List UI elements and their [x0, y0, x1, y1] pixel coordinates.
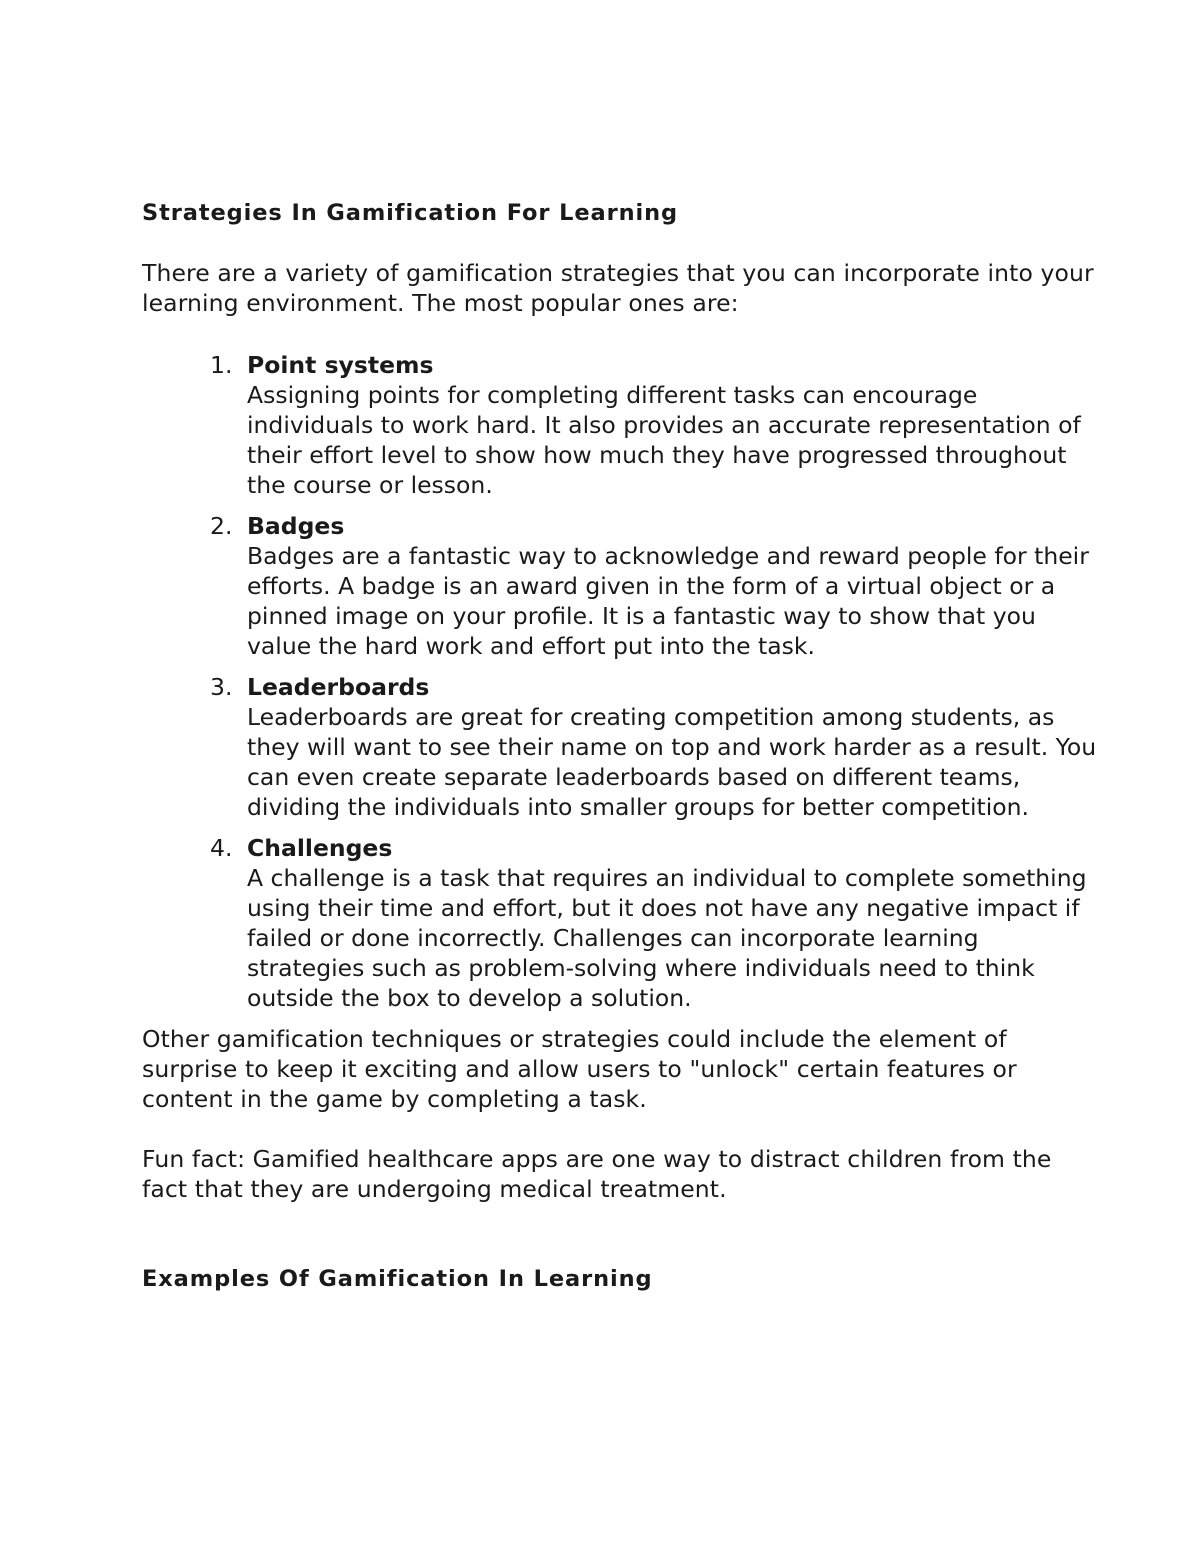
list-number: 2. [210, 512, 233, 540]
list-item-title: Challenges [247, 834, 393, 862]
other-techniques-paragraph: Other gamification techniques or strategies could include the element of surprise to keep it exciting and allow users to "unlock" certain features or content in the game by completing a task. [142, 1025, 1017, 1113]
list-item [142, 350, 1102, 500]
section-heading-examples: Examples Of Gamification In Learning [142, 1266, 653, 1292]
list-item-text: A challenge is a task that requires an individual to complete something using their time and effort, but it does not have any negative impact if failed or done incorrectly. Challenges can incorporate learning strategies such as problem-solving where individuals need to think outside the box to develop a solution. [247, 864, 1087, 1012]
list-number: 3. [210, 673, 233, 701]
list-item [142, 833, 1102, 1013]
document-page [142, 198, 1102, 1294]
list-item-text: Assigning points for completing different tasks can encourage individuals to work hard. It also provides an accurate representation of their effort level to show how much they have progressed throughout the course or lesson. [247, 381, 1081, 499]
list-number: 4. [210, 834, 233, 862]
strategies-list [142, 350, 1102, 1013]
list-item-text: Leaderboards are great for creating competition among students, as they will want to see their name on top and work harder as a result. You can even create separate leaderboards based on different teams, dividing the individuals into smaller groups for better competition. [247, 703, 1097, 821]
list-item-title: Point systems [247, 351, 434, 379]
list-item-title: Leaderboards [247, 673, 430, 701]
list-item [142, 511, 1102, 661]
list-item [142, 672, 1102, 822]
intro-paragraph: There are a variety of gamification strategies that you can incorporate into your learning environment. The most popular ones are: [142, 259, 1094, 317]
fun-fact-paragraph: Fun fact: Gamified healthcare apps are one way to distract children from the fact that they are undergoing medical treatment. [142, 1145, 1052, 1203]
list-number: 1. [210, 351, 233, 379]
list-item-title: Badges [247, 512, 345, 540]
section-heading-strategies: Strategies In Gamification For Learning [142, 200, 679, 226]
list-item-text: Badges are a fantastic way to acknowledge and reward people for their efforts. A badge is an award given in the form of a virtual object or a pinned image on your profile. It is a fantastic way to show that you value the hard work and effort put into the task. [247, 542, 1089, 660]
